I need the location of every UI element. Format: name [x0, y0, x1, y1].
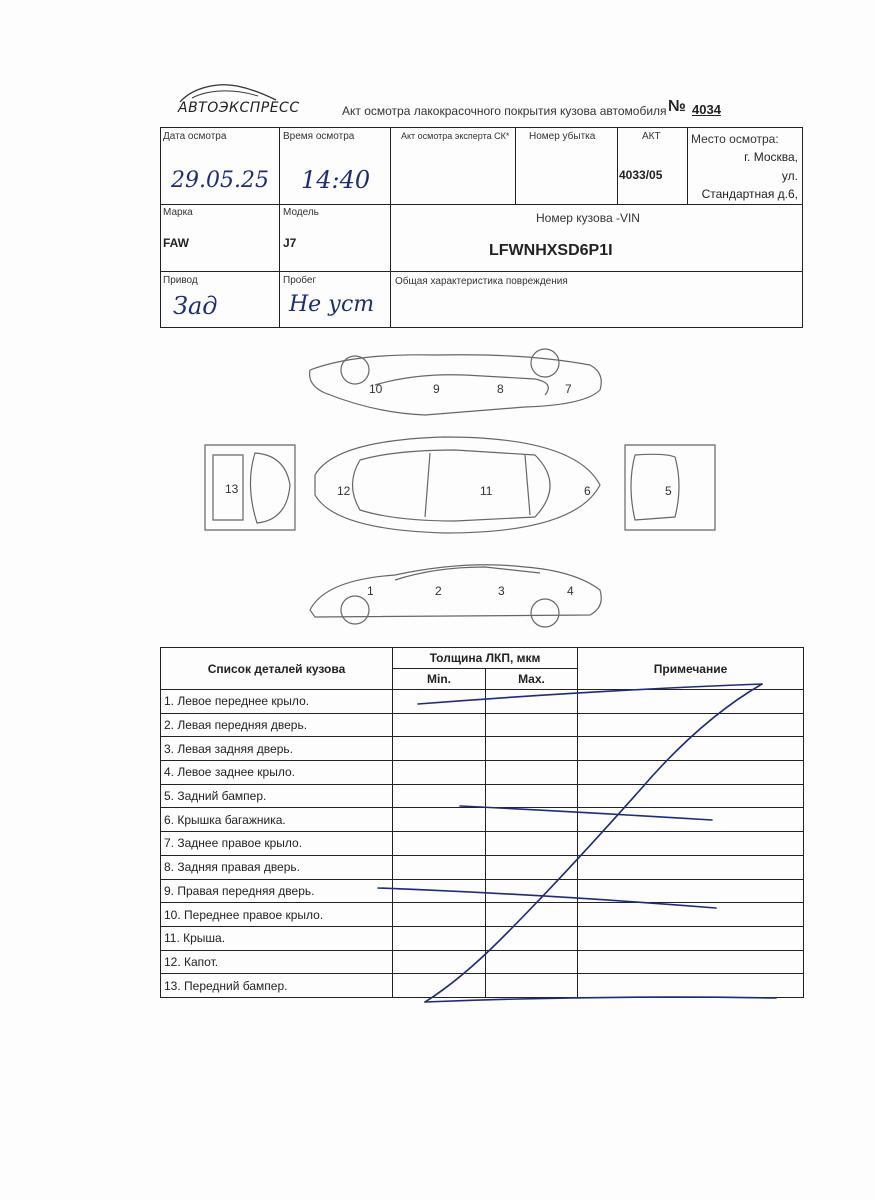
- claim-number-label: Номер убытка: [529, 131, 596, 142]
- part-name: 6. Крышка багажника.: [161, 808, 393, 832]
- col-min-header: Min.: [393, 669, 486, 690]
- table-row: [161, 879, 804, 903]
- document-title: Акт осмотра лакокрасочного покрытия кузова автомобиля: [342, 104, 667, 118]
- part-name: 1. Левое переднее крыло.: [161, 690, 393, 714]
- table-row: [161, 690, 804, 714]
- zone-label-8: 8: [497, 382, 504, 396]
- part-name: 12. Капот.: [161, 950, 393, 974]
- zone-label-3: 3: [498, 584, 505, 598]
- table-row: [161, 903, 804, 927]
- damage-label: Общая характеристика повреждения: [395, 276, 568, 287]
- place-city: г. Москва,: [744, 150, 798, 164]
- part-name: 9. Правая передняя дверь.: [161, 879, 393, 903]
- zone-label-10: 10: [369, 382, 383, 396]
- col-note-header: Примечание: [578, 648, 804, 690]
- table-row: [161, 761, 804, 785]
- mileage-value: Не уст: [289, 292, 375, 317]
- logo-text: АВТОЭКСПРЕСС: [178, 100, 300, 116]
- col-max-header: Max.: [486, 669, 578, 690]
- part-name: 3. Левая задняя дверь.: [161, 737, 393, 761]
- model-label: Модель: [283, 207, 319, 218]
- part-name: 5. Задний бампер.: [161, 784, 393, 808]
- place-label: Место осмотра:: [691, 132, 779, 146]
- document-number: 4034: [692, 102, 721, 117]
- part-name: 7. Заднее правое крыло.: [161, 832, 393, 856]
- number-sign: №: [668, 98, 686, 115]
- part-name: 10. Переднее правое крыло.: [161, 903, 393, 927]
- part-name: 11. Крыша.: [161, 926, 393, 950]
- act-label: АКТ: [642, 131, 661, 142]
- table-row: [161, 950, 804, 974]
- zone-label-11: 11: [480, 484, 493, 498]
- zone-label-4: 4: [567, 584, 574, 598]
- part-name: 4. Левое заднее крыло.: [161, 761, 393, 785]
- col-thickness-header: Толщина ЛКП, мкм: [393, 648, 578, 669]
- zone-label-7: 7: [565, 382, 572, 396]
- brand-label: Марка: [163, 207, 193, 218]
- car-body-diagram: [195, 345, 725, 635]
- parts-table: [160, 647, 804, 998]
- zone-label-2: 2: [435, 584, 442, 598]
- act-value: 4033/05: [619, 168, 663, 182]
- col-parts-header: Список деталей кузова: [161, 648, 393, 690]
- part-name: 2. Левая передняя дверь.: [161, 713, 393, 737]
- brand-value: FAW: [163, 236, 189, 250]
- expert-act-label: Акт осмотра эксперта СК*: [401, 131, 510, 141]
- place-street: Стандартная д.6,: [701, 187, 798, 201]
- table-row: [161, 737, 804, 761]
- table-row: [161, 713, 804, 737]
- car-outline-icon: [195, 345, 725, 635]
- zone-label-13: 13: [225, 482, 239, 496]
- time-label: Время осмотра: [283, 131, 355, 142]
- drive-value: Зад: [173, 292, 218, 320]
- table-row: [161, 855, 804, 879]
- table-row: [161, 926, 804, 950]
- vin-value: LFWNHXSD6P1I: [489, 242, 613, 259]
- time-value: 14:40: [301, 166, 371, 194]
- table-row: [161, 974, 804, 998]
- zone-label-12: 12: [337, 484, 351, 498]
- drive-label: Привод: [163, 275, 198, 286]
- model-value: J7: [283, 236, 297, 250]
- vin-label: Номер кузова -VIN: [536, 211, 640, 225]
- date-value: 29.05.25: [171, 168, 269, 193]
- table-row: [161, 832, 804, 856]
- zone-label-6: 6: [584, 484, 591, 498]
- info-grid: [160, 127, 803, 328]
- zone-label-1: 1: [367, 584, 374, 598]
- company-logo: [172, 78, 300, 128]
- table-row: [161, 784, 804, 808]
- part-name: 8. Задняя правая дверь.: [161, 855, 393, 879]
- table-row: [161, 808, 804, 832]
- mileage-label: Пробег: [283, 275, 317, 286]
- zone-label-5: 5: [665, 484, 672, 498]
- place-street-prefix: ул.: [781, 169, 798, 183]
- part-name: 13. Передний бампер.: [161, 974, 393, 998]
- zone-label-9: 9: [433, 382, 440, 396]
- date-label: Дата осмотра: [163, 131, 227, 142]
